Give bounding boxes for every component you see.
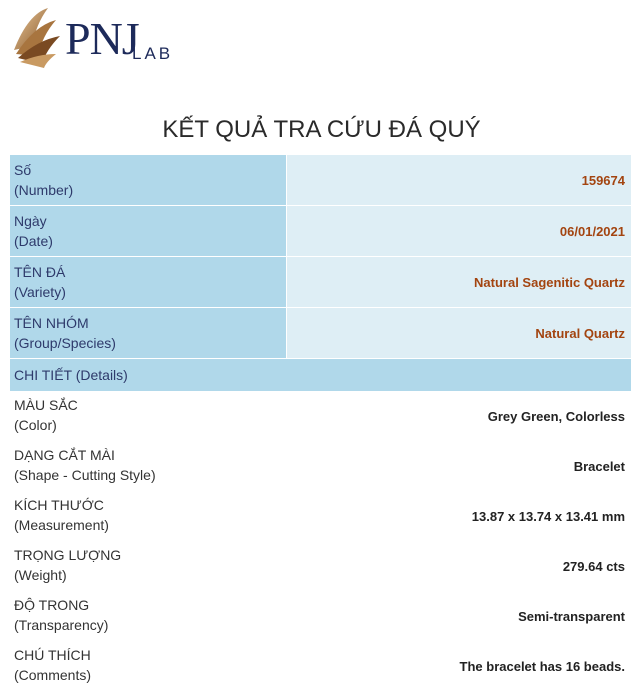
- row-label: [10, 257, 287, 307]
- row-value: 279.64 cts: [562, 558, 625, 574]
- page-title: KẾT QUẢ TRA CỨU ĐÁ QUÝ: [162, 116, 481, 143]
- detail-row-comments: [10, 641, 631, 691]
- label-en: (Transparency): [14, 617, 109, 633]
- row-value: 06/01/2021: [287, 206, 631, 256]
- row-value: Semi-transparent: [518, 608, 625, 624]
- label-vi: DẠNG CẮT MÀI: [14, 447, 115, 463]
- label-en: (Date): [14, 233, 53, 249]
- row-value: Bracelet: [573, 458, 625, 474]
- row-value: Natural Sagenitic Quartz: [287, 257, 631, 307]
- label-en: (Comments): [14, 667, 92, 683]
- row-date: [10, 206, 631, 257]
- label-vi: TÊN NHÓM: [14, 315, 89, 331]
- detail-row-shape: [10, 441, 631, 491]
- label-vi: MÀU SẮC: [14, 397, 78, 413]
- detail-row-transparency: [10, 591, 631, 641]
- result-table: [10, 155, 631, 691]
- details-section-header: CHI TIẾT (Details): [10, 359, 631, 391]
- label-en: (Variety): [14, 284, 66, 300]
- row-group: [10, 308, 631, 359]
- label-en: (Color): [14, 417, 57, 433]
- detail-row-measurement: [10, 491, 631, 541]
- label-vi: ĐỘ TRONG: [14, 597, 90, 613]
- row-value: The bracelet has 16 beads.: [459, 658, 625, 674]
- row-label: [10, 308, 287, 358]
- row-label: [10, 441, 287, 491]
- row-value: Natural Quartz: [287, 308, 631, 358]
- row-number: [10, 155, 631, 206]
- row-variety: [10, 257, 631, 308]
- row-label: [10, 641, 287, 691]
- logo-lab-text: LAB: [132, 44, 174, 63]
- row-value: 159674: [287, 155, 631, 205]
- label-en: (Weight): [14, 567, 67, 583]
- label-vi: CHÚ THÍCH: [14, 647, 91, 663]
- shell-logo-icon: [10, 6, 62, 70]
- label-en: (Number): [14, 182, 74, 198]
- row-label: [10, 491, 287, 541]
- label-vi: TÊN ĐÁ: [14, 264, 66, 280]
- row-value: Grey Green, Colorless: [487, 408, 625, 424]
- label-en: (Measurement): [14, 517, 109, 533]
- label-vi: TRỌNG LƯỢNG: [14, 547, 122, 563]
- label-vi: KÍCH THƯỚC: [14, 497, 104, 513]
- row-label: [10, 541, 287, 591]
- detail-row-color: [10, 391, 631, 441]
- label-vi: Số: [14, 162, 32, 178]
- row-label: [10, 591, 287, 641]
- row-value: 13.87 x 13.74 x 13.41 mm: [471, 508, 625, 524]
- row-label: [10, 155, 287, 205]
- row-label: [10, 391, 287, 441]
- row-label: [10, 206, 287, 256]
- pnj-lab-logo: [10, 6, 180, 76]
- label-en: (Group/Species): [14, 335, 116, 351]
- label-vi: Ngày: [14, 213, 47, 229]
- detail-row-weight: [10, 541, 631, 591]
- logo-pnj-text: PNJ: [65, 13, 139, 64]
- label-en: (Shape - Cutting Style): [14, 467, 156, 483]
